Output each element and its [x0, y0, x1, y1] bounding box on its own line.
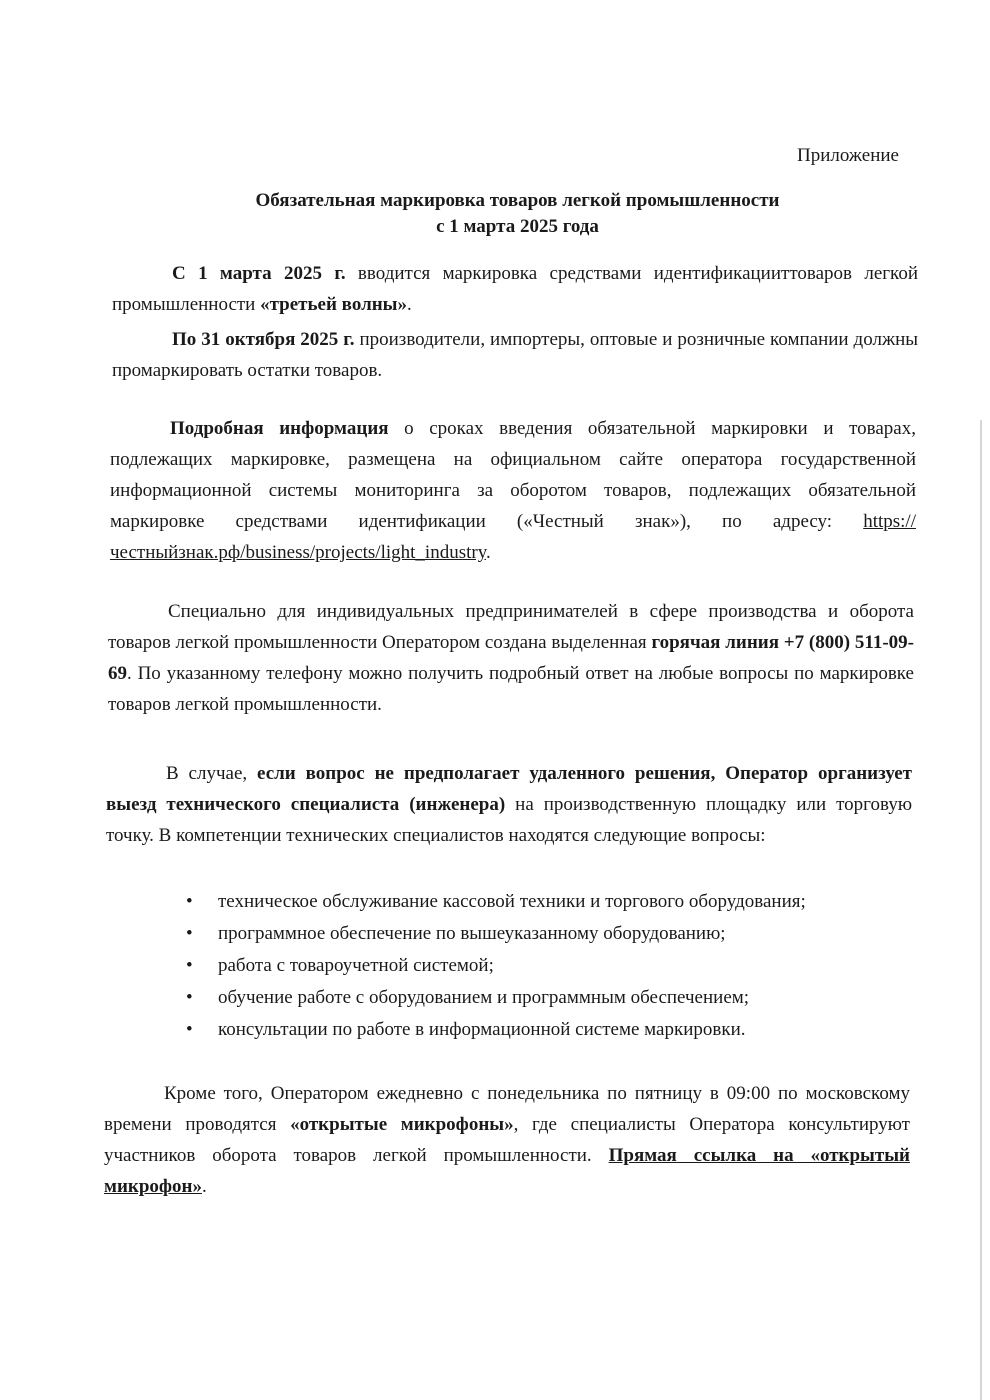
list-item	[186, 886, 806, 918]
open-mic-link[interactable]: Прямая ссылка на «открытый микрофон»	[104, 1145, 911, 1197]
list-item-text: обучение работе с оборудованием и программным обеспечением;	[218, 987, 750, 1008]
bullet-icon: •	[186, 923, 193, 944]
title-line-1: Обязательная маркировка товаров легкой промышленности	[255, 190, 780, 211]
paragraph-text: производители, импортеры, оптовые и розничные компании должны промаркировать остатки товаров.	[112, 329, 919, 381]
paragraph-text: , где специалисты Оператора консультируют участников оборота товаров легкой промышленности.	[104, 1114, 910, 1166]
scan-edge-line	[980, 420, 982, 1400]
paragraph-text: о сроках введения обязательной маркировки и товарах, подлежащих маркировке, размещена на официальном сайте оператора государственной информационной системы мониторинга за оборотом товаров, подлежащих обязательной маркировке средствами идентификации («Честный знак»), по адресу:	[110, 418, 916, 532]
paragraph-open-mic	[104, 1078, 910, 1202]
bullet-icon: •	[186, 955, 193, 976]
competence-list	[186, 886, 806, 1046]
details-heading: Подробная информация	[170, 418, 389, 439]
paragraph-text: .	[202, 1176, 207, 1197]
hotline-phone: горячая линия +7 (800) 511-09-69	[108, 632, 914, 684]
deadline-date: По 31 октября 2025 г.	[172, 329, 355, 350]
engineer-visit-highlight: если вопрос не предполагает удаленного решения, Оператор организует выезд технического специалиста (инженера)	[106, 763, 913, 815]
list-item-text: работа с товароучетной системой;	[218, 955, 494, 976]
official-site-link[interactable]: https://честныйзнак.рф/business/projects/light_industry	[110, 511, 916, 563]
paragraph-text: . По указанному телефону можно получить подробный ответ на любые вопросы по маркировке товаров легкой промышленности.	[108, 663, 914, 715]
paragraph-text: на производственную площадку или торговую точку. В компетенции технических специалистов находятся следующие вопросы:	[106, 794, 913, 846]
bullet-icon: •	[186, 891, 193, 912]
list-item	[186, 982, 806, 1014]
paragraph-text: .	[407, 294, 412, 315]
start-date: С 1 марта 2025 г.	[172, 263, 346, 284]
bullet-icon: •	[186, 1019, 193, 1040]
paragraph-text: вводится маркировка средствами идентификацииттоваров легкой промышленности	[112, 263, 918, 315]
paragraph-engineer-visit	[106, 758, 912, 851]
document-title	[110, 188, 925, 240]
title-line-2: с 1 марта 2025 года	[436, 216, 599, 237]
list-item-text: программное обеспечение по вышеуказанному оборудованию;	[218, 923, 726, 944]
paragraph-text: Кроме того, Оператором ежедневно с понедельника по пятницу в 09:00 по московскому времени проводятся	[104, 1083, 910, 1135]
paragraph-text: Специально для индивидуальных предпринимателей в сфере производства и оборота товаров легкой промышленности Оператором создана выделенная	[108, 601, 914, 653]
list-item-text: консультации по работе в информационной системе маркировки.	[218, 1019, 746, 1040]
paragraph-details	[110, 413, 916, 568]
open-mic-highlight: «открытые микрофоны»	[290, 1114, 514, 1135]
annex-label: Приложение	[797, 145, 899, 166]
bullet-icon: •	[186, 987, 193, 1008]
list-item	[186, 1014, 806, 1046]
paragraph-start-date	[112, 258, 918, 320]
list-item	[186, 918, 806, 950]
list-item-text: техническое обслуживание кассовой техники и торгового оборудования;	[218, 891, 806, 912]
list-item	[186, 950, 806, 982]
paragraph-hotline	[108, 596, 914, 720]
paragraph-text: В случае,	[166, 763, 258, 784]
paragraph-deadline	[112, 324, 918, 386]
third-wave: «третьей волны»	[260, 294, 408, 315]
paragraph-text: .	[485, 542, 491, 563]
